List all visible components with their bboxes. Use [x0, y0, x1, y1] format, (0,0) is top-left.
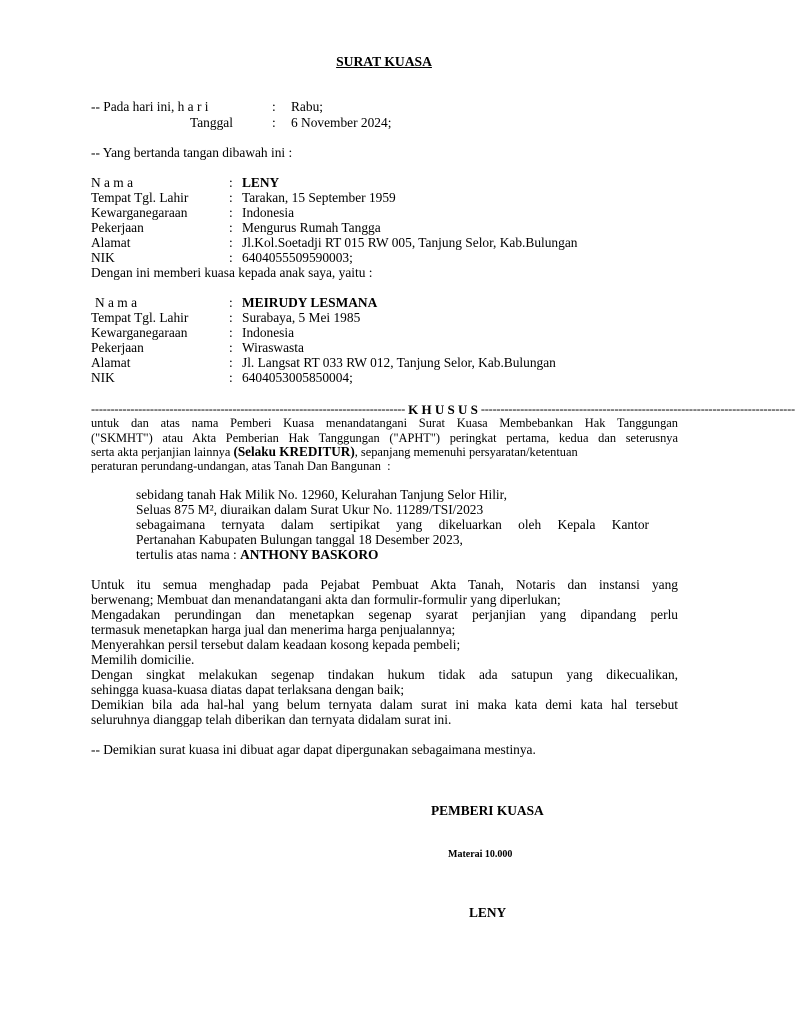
colon: : — [229, 205, 233, 220]
grantor-name-row — [91, 175, 691, 190]
signature-role: PEMBERI KUASA — [431, 803, 544, 818]
body-p5-line-2: sehingga kuasa-kuasa diatas dapat terlaksana dengan baik; — [91, 682, 405, 697]
grantor-nik: 6404055509590003; — [242, 250, 353, 265]
date-label: Tanggal — [190, 115, 233, 130]
special-line-4: peraturan perundang-undangan, atas Tanah Dan Bangunan : — [91, 459, 391, 473]
grantor-address-label: Alamat — [91, 235, 131, 250]
day-label: -- Pada hari ini, h a r i — [91, 99, 209, 114]
body-p1-line-1: Untuk itu semua menghadap pada Pejabat Pembuat Akta Tanah, Notaris dan instansi yang — [91, 577, 678, 592]
colon: : — [229, 355, 233, 370]
grantee-citizenship-label: Kewarganegaraan — [91, 325, 188, 340]
special-line-2: ("SKMHT") atau Akta Pemberian Hak Tanggungan ("APHT") peringkat pertama, kedua dan seterusnya — [91, 431, 678, 445]
property-line-4: Pertanahan Kabupaten Bulungan tanggal 18 Desember 2023, — [136, 532, 463, 547]
grantee-nik-label: NIK — [91, 370, 115, 385]
grantee-address-row — [91, 355, 691, 370]
separator-label: K H U S U S — [408, 402, 478, 417]
day-colon: : — [272, 99, 276, 114]
grantee-birth-label: Tempat Tgl. Lahir — [91, 310, 189, 325]
grantee-job-row — [91, 340, 691, 355]
property-owner-name: ANTHONY BASKORO — [240, 547, 379, 562]
special-line-3-bold: (Selaku KREDITUR) — [233, 444, 355, 459]
grantee-job: Wiraswasta — [242, 340, 304, 355]
grantor-job-label: Pekerjaan — [91, 220, 144, 235]
property-owner-line — [136, 547, 378, 562]
grantee-name: MEIRUDY LESMANA — [242, 295, 378, 310]
colon: : — [229, 325, 233, 340]
signatory-name: LENY — [469, 905, 507, 920]
special-line-3-pre: serta akta perjanjian lainnya — [91, 445, 231, 459]
closing-statement: -- Demikian surat kuasa ini dibuat agar dapat dipergunakan sebagaimana mestinya. — [91, 742, 536, 757]
separator-dashes-left: -------------------------------------------------------------------------------- — [91, 402, 406, 416]
colon: : — [229, 370, 233, 385]
body-p6-line-1: Demikian bila ada hal-hal yang belum ternyata dalam surat ini maka kata demi kata hal tersebut — [91, 697, 678, 712]
property-line-1: sebidang tanah Hak Milik No. 12960, Kelurahan Tanjung Selor Hilir, — [136, 487, 507, 502]
colon: : — [229, 340, 233, 355]
colon: : — [229, 310, 233, 325]
day-value: Rabu; — [291, 99, 323, 114]
colon: : — [229, 175, 233, 190]
body-p6-line-2: seluruhnya dianggap telah diberikan dan ternyata didalam surat ini. — [91, 712, 452, 727]
body-p5-line-1: Dengan singkat melakukan segenap tindakan hukum tidak ada satupun yang dikecualikan, — [91, 667, 678, 682]
undersigned-intro: -- Yang bertanda tangan dibawah ini : — [91, 145, 293, 160]
grantor-address: Jl.Kol.Soetadji RT 015 RW 005, Tanjung Selor, Kab.Bulungan — [242, 235, 578, 250]
special-line-1: untuk dan atas nama Pemberi Kuasa menandatangani Surat Kuasa Membebankan Hak Tanggungan — [91, 416, 678, 430]
grantor-job: Mengurus Rumah Tangga — [242, 220, 381, 235]
document-title: SURAT KUASA — [336, 54, 432, 69]
separator-dashes-right: -------------------------------------------------------------------------------- — [480, 402, 795, 416]
colon: : — [229, 190, 233, 205]
property-line-2: Seluas 875 M², diuraikan dalam Surat Ukur No. 11289/TSI/2023 — [136, 502, 484, 517]
grantor-job-row — [91, 220, 691, 235]
grantee-address: Jl. Langsat RT 033 RW 012, Tanjung Selor, Kab.Bulungan — [242, 355, 556, 370]
date-value: 6 November 2024; — [291, 115, 392, 130]
grantor-citizenship-label: Kewarganegaraan — [91, 205, 188, 220]
grantor-birth-row — [91, 190, 691, 205]
grant-intro: Dengan ini memberi kuasa kepada anak saya, yaitu : — [91, 265, 373, 280]
grantee-name-label: N a m a — [95, 295, 138, 310]
grantor-name-label: N a m a — [91, 175, 134, 190]
body-p1-line-2: berwenang; Membuat dan menandatangani akta dan formulir-formulir yang diperlukan; — [91, 592, 561, 607]
colon: : — [229, 235, 233, 250]
property-line-3: sebagaimana ternyata dalam sertipikat yang dikeluarkan oleh Kepala Kantor — [136, 517, 649, 532]
grantee-nik-row — [91, 370, 691, 385]
grantee-nik: 6404053005850004; — [242, 370, 353, 385]
grantor-birth: Tarakan, 15 September 1959 — [242, 190, 396, 205]
body-p4: Memilih domicilie. — [91, 652, 195, 667]
grantor-nik-row — [91, 250, 691, 265]
khusus-separator — [91, 402, 795, 417]
date-colon: : — [272, 115, 276, 130]
colon: : — [229, 295, 233, 310]
special-line-3 — [91, 444, 678, 460]
grantor-nik-label: NIK — [91, 250, 115, 265]
property-owner-label: tertulis atas nama : — [136, 547, 237, 562]
colon: : — [229, 220, 233, 235]
grantor-citizenship-row — [91, 205, 691, 220]
grantor-citizenship: Indonesia — [242, 205, 295, 220]
colon: : — [229, 250, 233, 265]
body-p2-line-2: termasuk menetapkan harga jual dan menerima harga penjualannya; — [91, 622, 456, 637]
grantor-name: LENY — [242, 175, 280, 190]
special-line-3-post: , sepanjang memenuhi persyaratan/ketentuan — [354, 445, 578, 459]
grantee-citizenship-row — [91, 325, 691, 340]
grantor-birth-label: Tempat Tgl. Lahir — [91, 190, 189, 205]
grantor-address-row — [91, 235, 691, 250]
body-p2-line-1: Mengadakan perundingan dan menetapkan segenap syarat perjanjian yang dipandang perlu — [91, 607, 678, 622]
grantee-birth: Surabaya, 5 Mei 1985 — [242, 310, 361, 325]
stamp-duty-label: Materai 10.000 — [448, 849, 513, 860]
body-p3: Menyerahkan persil tersebut dalam keadaan kosong kepada pembeli; — [91, 637, 461, 652]
grantee-citizenship: Indonesia — [242, 325, 295, 340]
grantee-job-label: Pekerjaan — [91, 340, 144, 355]
grantee-address-label: Alamat — [91, 355, 131, 370]
grantee-name-row — [91, 295, 691, 310]
grantee-birth-row — [91, 310, 691, 325]
